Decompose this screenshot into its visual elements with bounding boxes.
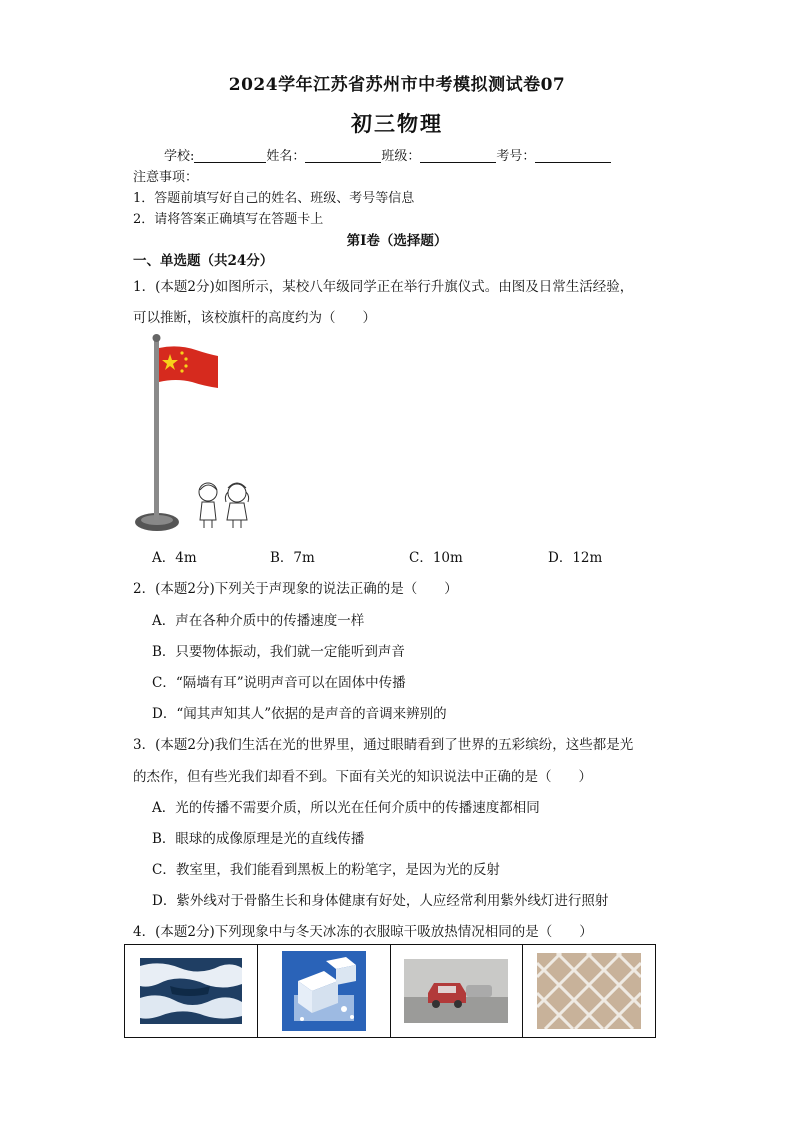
option-c[interactable]: C．教室里，我们能看到黑板上的粉笔字，是因为光的反射 xyxy=(152,862,500,878)
image-cell[interactable] xyxy=(125,945,258,1037)
flagpole xyxy=(154,340,159,520)
name-label: 姓名： xyxy=(266,149,306,164)
option-a[interactable]: A．声在各种介质中的传播速度一样 xyxy=(152,613,365,629)
option-b[interactable]: B．只要物体振动，我们就一定能听到声音 xyxy=(152,644,405,660)
school-label: 学校: xyxy=(164,149,195,164)
option-a[interactable]: A．光的传播不需要介质，所以光在任何介质中的传播速度都相同 xyxy=(152,800,540,816)
image-cell[interactable] xyxy=(258,945,391,1037)
question-3-text: 3．(本题2分)我们生活在光的世界里，通过眼睛看到了世界的五彩缤纷，这些都是光 xyxy=(133,737,634,753)
option-d[interactable]: D．紫外线对于骨骼生长和身体健康有好处，人应经常利用紫外线灯进行照射 xyxy=(152,893,609,909)
image-cell[interactable] xyxy=(523,945,655,1037)
student-info-line xyxy=(164,145,611,164)
option-c[interactable]: C．“隔墙有耳”说明声音可以在固体中传播 xyxy=(152,675,406,691)
option-d[interactable]: D．“闻其声知其人”依据的是声音的音调来辨别的 xyxy=(152,706,447,722)
option-c[interactable]: C．10m xyxy=(409,550,463,566)
school-blank[interactable] xyxy=(194,148,266,163)
notice-heading: 注意事项： xyxy=(133,170,199,185)
option-a[interactable]: A．4m xyxy=(152,550,197,566)
subject-title: 初三物理 xyxy=(351,111,443,136)
foggy-road-image xyxy=(404,959,508,1023)
question-4-image-table xyxy=(124,944,656,1038)
question-4-text: 4．(本题2分)下列现象中与冬天冰冻的衣服晾干吸放热情况相同的是（ ） xyxy=(133,924,593,940)
question-2-text: 2．(本题2分)下列关于声现象的说法正确的是（ ） xyxy=(133,581,458,597)
question-1-text: 可以推断，该校旗杆的高度约为（ ） xyxy=(133,310,376,326)
frost-on-fence-image xyxy=(537,953,641,1029)
flag-raising-figure xyxy=(130,330,260,538)
class-blank[interactable] xyxy=(420,148,496,163)
students-drawing xyxy=(199,483,249,528)
section-heading: 一、单选题（共24分） xyxy=(133,253,274,269)
frozen-river-image xyxy=(140,958,242,1024)
mothballs-image xyxy=(282,951,366,1031)
name-blank[interactable] xyxy=(305,148,381,163)
image-cell[interactable] xyxy=(391,945,524,1037)
option-d[interactable]: D．12m xyxy=(548,550,603,566)
option-b[interactable]: B．7m xyxy=(270,550,315,566)
notice-item: 2．请将答案正确填写在答题卡上 xyxy=(133,212,324,227)
question-3-text: 的杰作，但有些光我们却看不到。下面有关光的知识说法中正确的是（ ） xyxy=(133,769,592,785)
question-1-text: 1．(本题2分)如图所示，某校八年级同学正在举行升旗仪式。由图及日常生活经验， xyxy=(133,279,634,295)
option-b[interactable]: B．眼球的成像原理是光的直线传播 xyxy=(152,831,365,847)
exam-title: 2024学年江苏省苏州市中考模拟测试卷07 xyxy=(228,75,566,95)
id-blank[interactable] xyxy=(535,148,611,163)
id-label: 考号： xyxy=(496,149,536,164)
notice-item: 1．答题前填写好自己的姓名、班级、考号等信息 xyxy=(133,191,415,206)
class-label: 班级： xyxy=(381,149,421,164)
volume-heading: 第I卷（选择题） xyxy=(346,233,448,249)
